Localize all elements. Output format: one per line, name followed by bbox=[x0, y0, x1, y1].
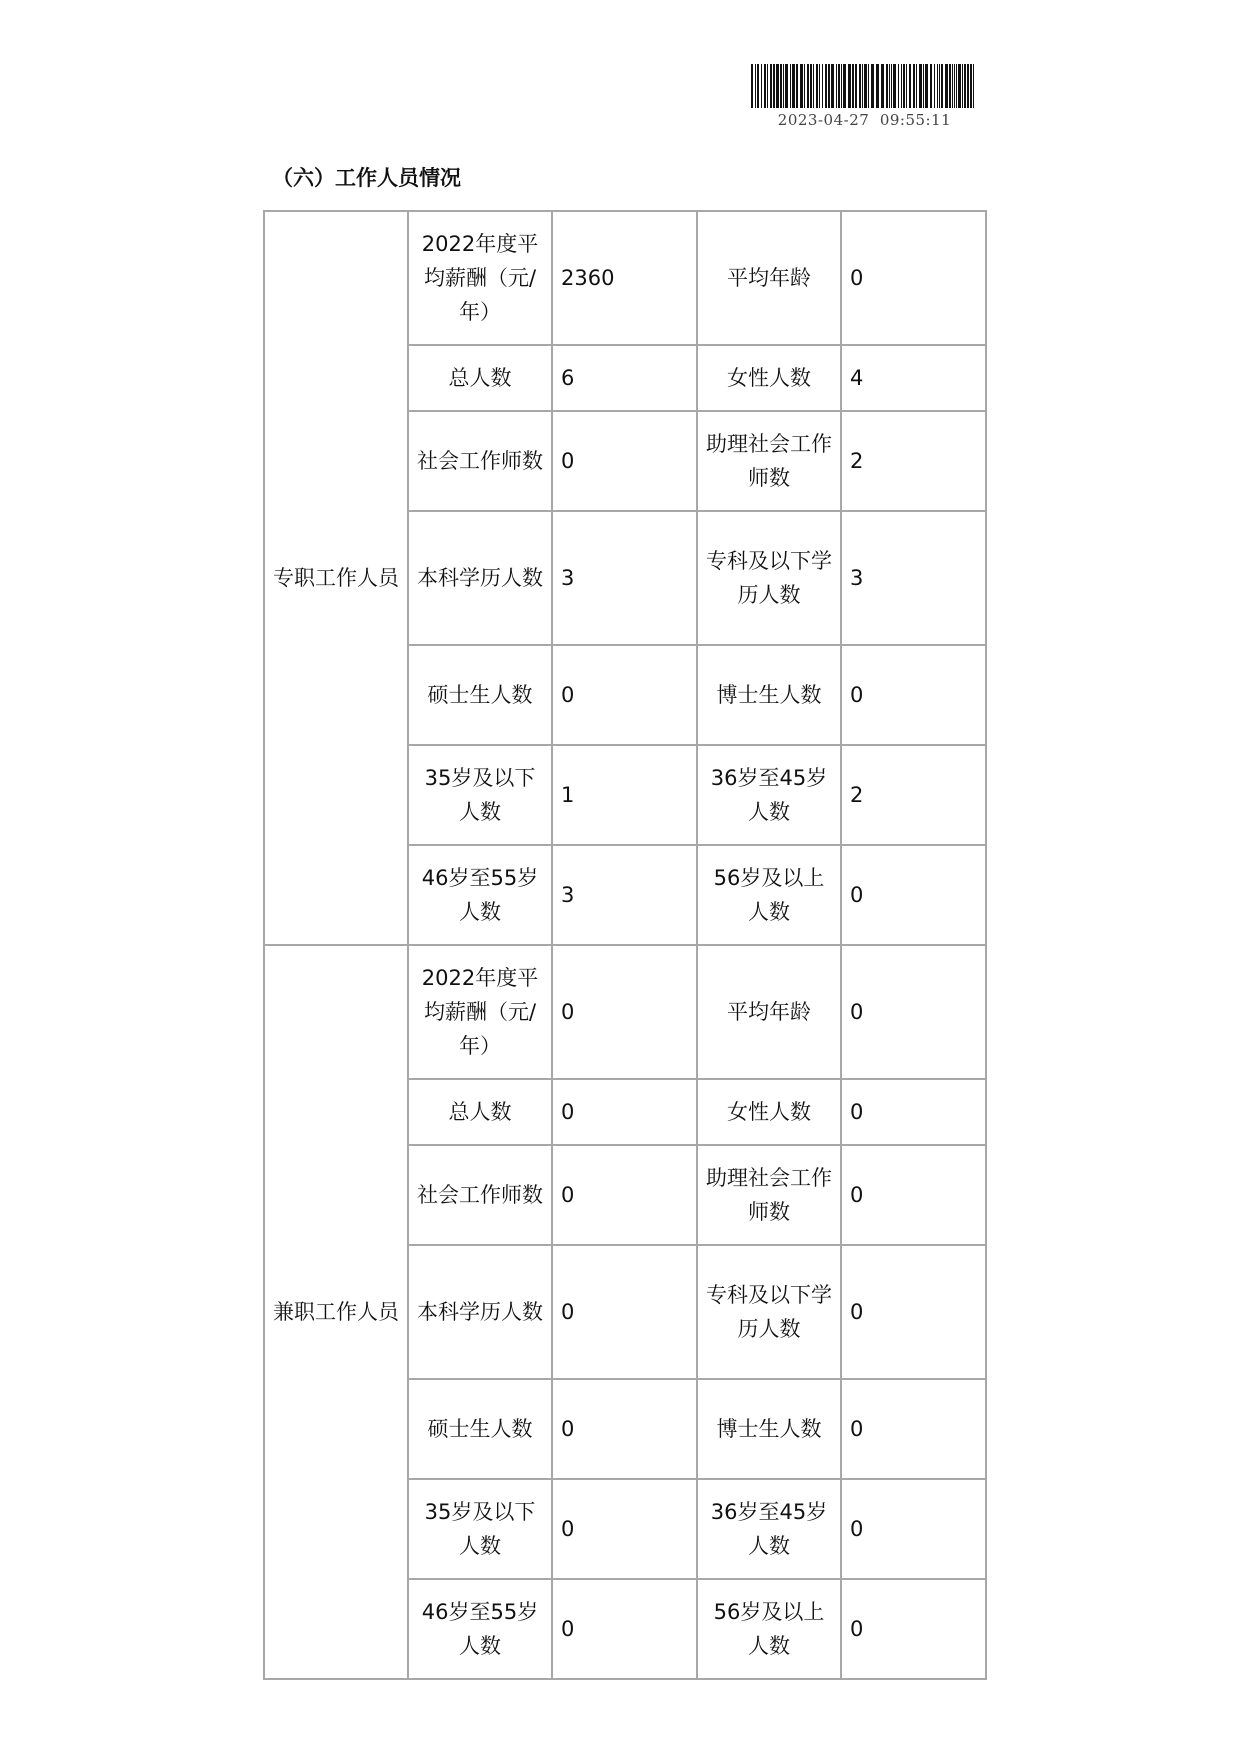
field-label: 博士生人数 bbox=[697, 645, 841, 745]
field-value: 0 bbox=[552, 645, 697, 745]
field-value: 0 bbox=[841, 1145, 986, 1245]
field-value: 4 bbox=[841, 345, 986, 411]
field-label: 女性人数 bbox=[697, 345, 841, 411]
field-label: 专科及以下学历人数 bbox=[697, 1245, 841, 1379]
field-label: 46岁至55岁人数 bbox=[408, 1579, 552, 1679]
field-value: 0 bbox=[841, 1079, 986, 1145]
field-label: 总人数 bbox=[408, 1079, 552, 1145]
field-value: 2360 bbox=[552, 211, 697, 345]
field-value: 6 bbox=[552, 345, 697, 411]
field-label: 本科学历人数 bbox=[408, 511, 552, 645]
field-label: 社会工作师数 bbox=[408, 1145, 552, 1245]
field-label: 助理社会工作师数 bbox=[697, 411, 841, 511]
field-value: 2 bbox=[841, 411, 986, 511]
field-label: 女性人数 bbox=[697, 1079, 841, 1145]
field-label: 56岁及以上人数 bbox=[697, 1579, 841, 1679]
table-row bbox=[264, 945, 986, 1079]
section-title: （六）工作人员情况 bbox=[272, 166, 461, 190]
staff-table bbox=[263, 210, 987, 1680]
field-label: 36岁至45岁人数 bbox=[697, 745, 841, 845]
field-value: 0 bbox=[552, 411, 697, 511]
field-value: 0 bbox=[841, 1579, 986, 1679]
field-label: 博士生人数 bbox=[697, 1379, 841, 1479]
field-value: 1 bbox=[552, 745, 697, 845]
field-value: 0 bbox=[841, 211, 986, 345]
field-label: 本科学历人数 bbox=[408, 1245, 552, 1379]
field-value: 0 bbox=[552, 1079, 697, 1145]
field-label: 36岁至45岁人数 bbox=[697, 1479, 841, 1579]
field-label: 2022年度平均薪酬（元/年） bbox=[408, 211, 552, 345]
field-value: 0 bbox=[841, 845, 986, 945]
field-label: 35岁及以下人数 bbox=[408, 745, 552, 845]
field-value: 0 bbox=[552, 1479, 697, 1579]
field-value: 0 bbox=[841, 1379, 986, 1479]
field-label: 硕士生人数 bbox=[408, 645, 552, 745]
table-row bbox=[264, 211, 986, 345]
field-value: 0 bbox=[841, 1479, 986, 1579]
field-label: 社会工作师数 bbox=[408, 411, 552, 511]
field-value: 3 bbox=[841, 511, 986, 645]
barcode bbox=[751, 64, 978, 108]
field-value: 0 bbox=[841, 645, 986, 745]
field-value: 0 bbox=[552, 1145, 697, 1245]
field-value: 0 bbox=[552, 1245, 697, 1379]
group-label-parttime: 兼职工作人员 bbox=[264, 945, 408, 1679]
field-label: 56岁及以上人数 bbox=[697, 845, 841, 945]
field-label: 平均年龄 bbox=[697, 211, 841, 345]
field-value: 3 bbox=[552, 511, 697, 645]
field-label: 总人数 bbox=[408, 345, 552, 411]
group-label-fulltime: 专职工作人员 bbox=[264, 211, 408, 945]
field-value: 0 bbox=[552, 945, 697, 1079]
field-value: 0 bbox=[552, 1379, 697, 1479]
field-label: 46岁至55岁人数 bbox=[408, 845, 552, 945]
field-value: 0 bbox=[552, 1579, 697, 1679]
field-value: 2 bbox=[841, 745, 986, 845]
field-label: 平均年龄 bbox=[697, 945, 841, 1079]
field-label: 35岁及以下人数 bbox=[408, 1479, 552, 1579]
field-label: 硕士生人数 bbox=[408, 1379, 552, 1479]
field-label: 专科及以下学历人数 bbox=[697, 511, 841, 645]
field-value: 0 bbox=[841, 945, 986, 1079]
field-value: 3 bbox=[552, 845, 697, 945]
field-label: 2022年度平均薪酬（元/年） bbox=[408, 945, 552, 1079]
field-label: 助理社会工作师数 bbox=[697, 1145, 841, 1245]
field-value: 0 bbox=[841, 1245, 986, 1379]
print-timestamp: 2023-04-27 09:55:11 bbox=[777, 111, 952, 129]
